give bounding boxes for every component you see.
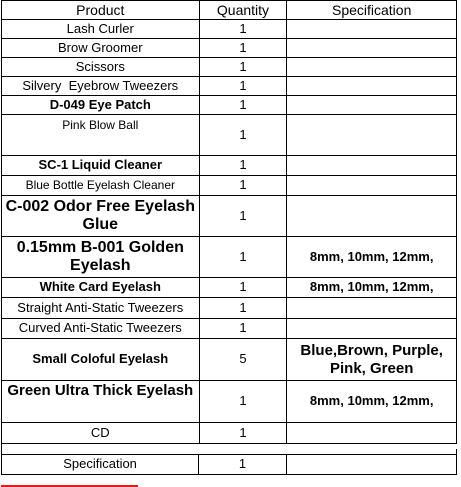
table-row xyxy=(2,176,457,196)
table-row xyxy=(2,298,457,319)
product-cell: Lash Curler xyxy=(2,20,200,38)
spec-cell xyxy=(287,115,457,155)
table-row xyxy=(2,237,457,278)
spec-cell xyxy=(287,77,457,95)
header-quantity: Quantity xyxy=(200,1,288,19)
footer-product-cell: Specification xyxy=(2,455,199,474)
table-row xyxy=(2,20,457,39)
spec-cell xyxy=(287,176,457,195)
quantity-cell: 1 xyxy=(200,319,288,338)
spec-cell xyxy=(287,96,457,114)
table-row xyxy=(2,96,457,115)
product-cell: Green Ultra Thick Eyelash xyxy=(2,381,200,422)
product-cell: SC-1 Liquid Cleaner xyxy=(2,156,200,175)
product-cell: Blue Bottle Eyelash Cleaner xyxy=(2,176,200,195)
quantity-cell: 1 xyxy=(200,77,288,95)
quantity-cell: 5 xyxy=(200,339,288,380)
table-row xyxy=(2,423,457,444)
product-cell: Curved Anti-Static Tweezers xyxy=(2,319,200,338)
product-cell: D-049 Eye Patch xyxy=(2,96,200,114)
quantity-cell: 1 xyxy=(200,115,288,155)
product-cell: CD xyxy=(2,423,200,443)
table-row xyxy=(2,278,457,298)
table-row xyxy=(2,39,457,58)
quantity-cell: 1 xyxy=(200,96,288,114)
table-row xyxy=(2,156,457,176)
product-cell: White Card Eyelash xyxy=(2,278,200,297)
product-cell: Brow Groomer xyxy=(2,39,200,57)
header-specification: Specification xyxy=(287,1,457,19)
spec-cell: 8mm, 10mm, 12mm, xyxy=(287,278,457,297)
product-cell xyxy=(2,77,200,95)
header-product: Product xyxy=(2,1,200,19)
table-row xyxy=(2,115,457,156)
quantity-cell: 1 xyxy=(200,20,288,38)
quantity-cell: 1 xyxy=(200,176,288,195)
spec-cell xyxy=(287,196,457,236)
spec-cell: 8mm, 10mm, 12mm, xyxy=(287,237,457,277)
spec-cell xyxy=(287,20,457,38)
spec-cell xyxy=(287,156,457,175)
product-cell: Pink Blow Ball xyxy=(2,115,200,155)
table-header-row xyxy=(2,1,457,20)
quantity-cell: 1 xyxy=(200,381,288,422)
product-cell: Scissors xyxy=(2,58,200,76)
spec-cell: 8mm, 10mm, 12mm, xyxy=(287,381,457,422)
footer-quantity-cell: 1 xyxy=(199,455,287,474)
quantity-cell: 1 xyxy=(200,156,288,175)
product-cell: C-002 Odor Free Eyelash Glue xyxy=(2,196,200,236)
quantity-cell: 1 xyxy=(200,298,288,318)
footer-table xyxy=(1,454,457,475)
footer-spec-cell xyxy=(287,455,456,474)
table-row xyxy=(2,77,457,96)
quantity-cell: 1 xyxy=(200,58,288,76)
spec-cell xyxy=(287,39,457,57)
product-cell: 0.15mm B-001 Golden Eyelash xyxy=(2,237,200,277)
spec-cell xyxy=(287,298,457,318)
product-table xyxy=(1,0,457,449)
product-cell-text: Silvery Eyebrow Tweezers xyxy=(22,77,179,93)
spec-cell xyxy=(287,319,457,338)
spec-cell: Blue,Brown, Purple, Pink, Green xyxy=(287,339,457,380)
product-cell: Straight Anti-Static Tweezers xyxy=(2,298,200,318)
table-row xyxy=(2,196,457,237)
table-row xyxy=(2,339,457,381)
table-row xyxy=(2,381,457,423)
table-row xyxy=(2,58,457,77)
quantity-cell: 1 xyxy=(200,237,288,277)
quantity-cell: 1 xyxy=(200,196,288,236)
spec-cell xyxy=(287,423,457,443)
table-row xyxy=(2,319,457,339)
product-cell: Small Coloful Eyelash xyxy=(2,339,200,380)
spec-cell xyxy=(287,58,457,76)
quantity-cell: 1 xyxy=(200,278,288,297)
quantity-cell: 1 xyxy=(200,39,288,57)
quantity-cell: 1 xyxy=(200,423,288,443)
